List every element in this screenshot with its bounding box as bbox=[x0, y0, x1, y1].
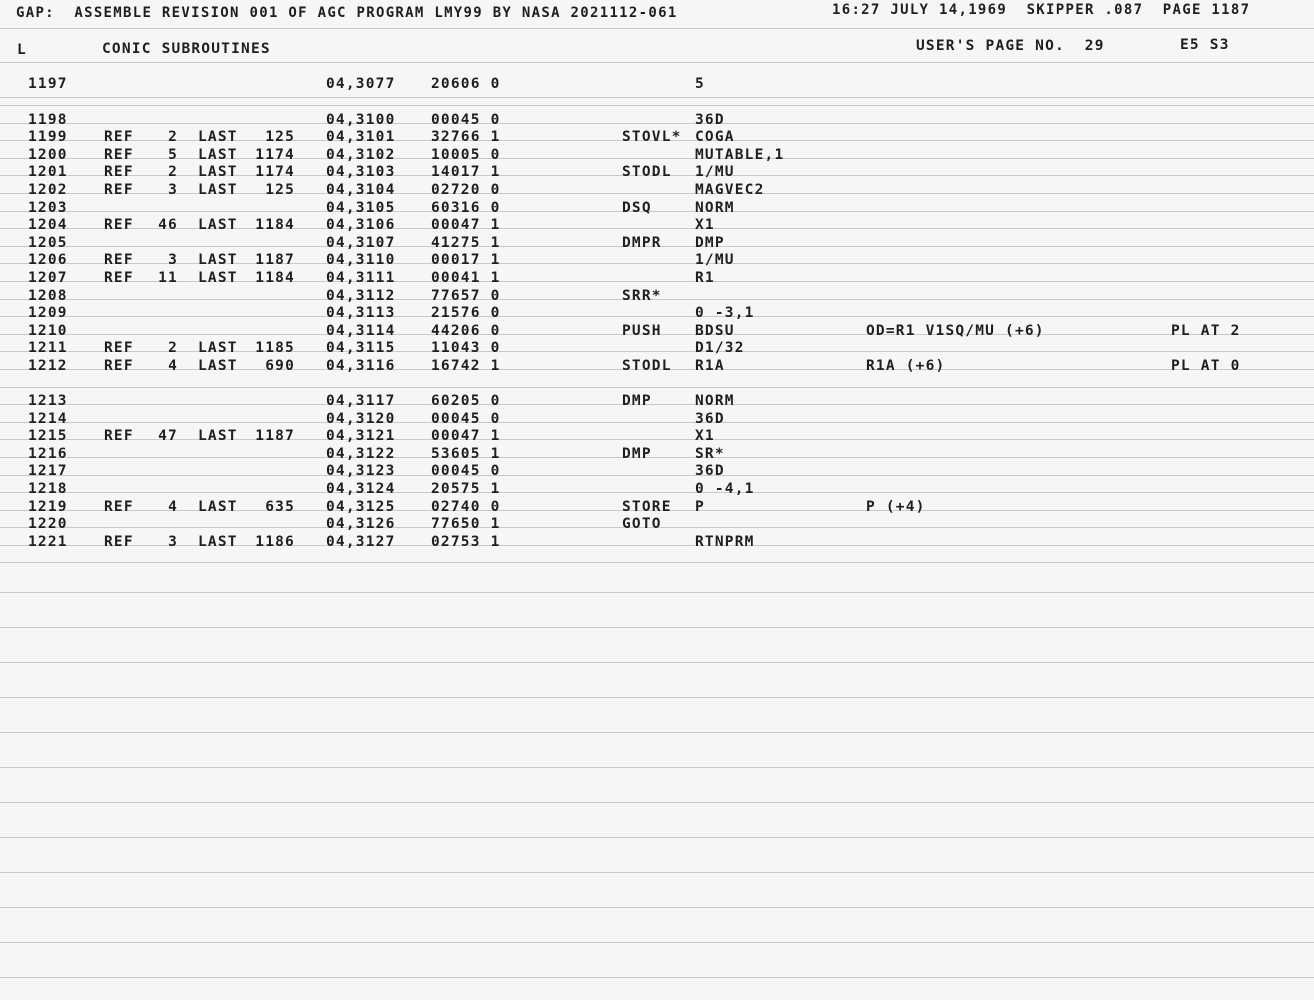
ref-label: REF bbox=[104, 252, 134, 268]
line-number: 1198 bbox=[28, 112, 68, 128]
line-number: 1197 bbox=[28, 76, 68, 92]
ruled-line bbox=[0, 97, 1314, 98]
ruled-line bbox=[0, 627, 1314, 628]
ref-count: 47 bbox=[158, 428, 178, 444]
ref-label: REF bbox=[104, 358, 134, 374]
octal-word: 02720 0 bbox=[431, 182, 501, 198]
section-title: CONIC SUBROUTINES bbox=[102, 41, 271, 57]
line-number: 1200 bbox=[28, 147, 68, 163]
operand: 5 bbox=[695, 76, 705, 92]
ruled-line bbox=[0, 62, 1314, 63]
address: 04,3102 bbox=[326, 147, 396, 163]
opcode: DSQ bbox=[622, 200, 652, 216]
line-number: 1208 bbox=[28, 288, 68, 304]
opcode: DMP bbox=[622, 393, 652, 409]
operand: SR* bbox=[695, 446, 725, 462]
ref-count: 46 bbox=[158, 217, 178, 233]
ref-label: REF bbox=[104, 182, 134, 198]
ref-count: 4 bbox=[168, 358, 178, 374]
ref-label: REF bbox=[104, 428, 134, 444]
operand: 1/MU bbox=[695, 252, 735, 268]
line-number: 1210 bbox=[28, 323, 68, 339]
address: 04,3077 bbox=[326, 76, 396, 92]
ref-label: REF bbox=[104, 164, 134, 180]
operand: 36D bbox=[695, 411, 725, 427]
ruled-line bbox=[0, 697, 1314, 698]
octal-word: 41275 1 bbox=[431, 235, 501, 251]
ruled-line bbox=[0, 475, 1314, 476]
last-label: LAST bbox=[198, 182, 238, 198]
octal-word: 10005 0 bbox=[431, 147, 501, 163]
line-number: 1214 bbox=[28, 411, 68, 427]
ruled-line bbox=[0, 123, 1314, 124]
address: 04,3111 bbox=[326, 270, 396, 286]
last-line: 635 bbox=[265, 499, 295, 515]
opcode: DMP bbox=[622, 446, 652, 462]
ref-label: REF bbox=[104, 129, 134, 145]
ruled-line bbox=[0, 404, 1314, 405]
address: 04,3120 bbox=[326, 411, 396, 427]
opcode: PUSH bbox=[622, 323, 662, 339]
operand: R1A bbox=[695, 358, 725, 374]
ruled-line bbox=[0, 316, 1314, 317]
operand: RTNPRM bbox=[695, 534, 755, 550]
line-number: 1199 bbox=[28, 129, 68, 145]
address: 04,3126 bbox=[326, 516, 396, 532]
last-line: 125 bbox=[265, 182, 295, 198]
octal-word: 00047 1 bbox=[431, 217, 501, 233]
operand: MUTABLE,1 bbox=[695, 147, 785, 163]
ruled-line bbox=[0, 492, 1314, 493]
ruled-line bbox=[0, 907, 1314, 908]
octal-word: 14017 1 bbox=[431, 164, 501, 180]
last-line: 1174 bbox=[255, 164, 295, 180]
last-label: LAST bbox=[198, 147, 238, 163]
log-type: L bbox=[17, 42, 27, 58]
last-label: LAST bbox=[198, 252, 238, 268]
octal-word: 00017 1 bbox=[431, 252, 501, 268]
address: 04,3122 bbox=[326, 446, 396, 462]
last-label: LAST bbox=[198, 358, 238, 374]
address: 04,3107 bbox=[326, 235, 396, 251]
last-label: LAST bbox=[198, 270, 238, 286]
operand: 1/MU bbox=[695, 164, 735, 180]
ruled-line bbox=[0, 732, 1314, 733]
ruled-line bbox=[0, 977, 1314, 978]
operand: NORM bbox=[695, 393, 735, 409]
octal-word: 11043 0 bbox=[431, 340, 501, 356]
ruled-line bbox=[0, 105, 1314, 106]
ruled-line bbox=[0, 872, 1314, 873]
opcode: GOTO bbox=[622, 516, 662, 532]
address: 04,3125 bbox=[326, 499, 396, 515]
last-line: 1185 bbox=[255, 340, 295, 356]
ruled-line bbox=[0, 387, 1314, 388]
address: 04,3101 bbox=[326, 129, 396, 145]
last-line: 1184 bbox=[255, 270, 295, 286]
last-label: LAST bbox=[198, 340, 238, 356]
octal-word: 00045 0 bbox=[431, 411, 501, 427]
bank-label: E5 S3 bbox=[1180, 37, 1230, 53]
line-number: 1203 bbox=[28, 200, 68, 216]
octal-word: 20606 0 bbox=[431, 76, 501, 92]
operand: P bbox=[695, 499, 705, 515]
octal-word: 77657 0 bbox=[431, 288, 501, 304]
ruled-line bbox=[0, 837, 1314, 838]
ruled-line bbox=[0, 422, 1314, 423]
last-label: LAST bbox=[198, 499, 238, 515]
operand: COGA bbox=[695, 129, 735, 145]
octal-word: 60205 0 bbox=[431, 393, 501, 409]
last-line: 1187 bbox=[255, 428, 295, 444]
last-line: 1174 bbox=[255, 147, 295, 163]
address: 04,3127 bbox=[326, 534, 396, 550]
line-number: 1206 bbox=[28, 252, 68, 268]
opcode: STODL bbox=[622, 164, 672, 180]
listing-timestamp-page: 16:27 JULY 14,1969 SKIPPER .087 PAGE 1187 bbox=[832, 2, 1251, 18]
ref-count: 2 bbox=[168, 129, 178, 145]
octal-word: 53605 1 bbox=[431, 446, 501, 462]
line-number: 1215 bbox=[28, 428, 68, 444]
line-number: 1211 bbox=[28, 340, 68, 356]
address: 04,3103 bbox=[326, 164, 396, 180]
line-number: 1219 bbox=[28, 499, 68, 515]
ref-label: REF bbox=[104, 534, 134, 550]
operand: BDSU bbox=[695, 323, 735, 339]
address: 04,3124 bbox=[326, 481, 396, 497]
address: 04,3110 bbox=[326, 252, 396, 268]
line-number: 1207 bbox=[28, 270, 68, 286]
ref-label: REF bbox=[104, 147, 134, 163]
octal-word: 00047 1 bbox=[431, 428, 501, 444]
last-line: 1187 bbox=[255, 252, 295, 268]
operand: X1 bbox=[695, 428, 715, 444]
ref-count: 2 bbox=[168, 340, 178, 356]
line-number: 1209 bbox=[28, 305, 68, 321]
operand: MAGVEC2 bbox=[695, 182, 765, 198]
address: 04,3117 bbox=[326, 393, 396, 409]
line-number: 1213 bbox=[28, 393, 68, 409]
line-number: 1216 bbox=[28, 446, 68, 462]
ruled-line bbox=[0, 767, 1314, 768]
octal-word: 77650 1 bbox=[431, 516, 501, 532]
line-number: 1220 bbox=[28, 516, 68, 532]
operand: 36D bbox=[695, 112, 725, 128]
line-number: 1221 bbox=[28, 534, 68, 550]
address: 04,3123 bbox=[326, 463, 396, 479]
ref-count: 4 bbox=[168, 499, 178, 515]
address: 04,3105 bbox=[326, 200, 396, 216]
comment: OD=R1 V1SQ/MU (+6) bbox=[866, 323, 1045, 339]
last-line: 1186 bbox=[255, 534, 295, 550]
octal-word: 00045 0 bbox=[431, 112, 501, 128]
line-number: 1201 bbox=[28, 164, 68, 180]
operand: R1 bbox=[695, 270, 715, 286]
ref-count: 3 bbox=[168, 182, 178, 198]
address: 04,3106 bbox=[326, 217, 396, 233]
octal-word: 00045 0 bbox=[431, 463, 501, 479]
line-number: 1205 bbox=[28, 235, 68, 251]
opcode: STORE bbox=[622, 499, 672, 515]
last-label: LAST bbox=[198, 129, 238, 145]
opcode: STOVL* bbox=[622, 129, 682, 145]
octal-word: 60316 0 bbox=[431, 200, 501, 216]
opcode: SRR* bbox=[622, 288, 662, 304]
operand: DMP bbox=[695, 235, 725, 251]
ruled-line bbox=[0, 662, 1314, 663]
line-number: 1218 bbox=[28, 481, 68, 497]
last-line: 690 bbox=[265, 358, 295, 374]
octal-word: 44206 0 bbox=[431, 323, 501, 339]
address: 04,3114 bbox=[326, 323, 396, 339]
address: 04,3113 bbox=[326, 305, 396, 321]
octal-word: 00041 1 bbox=[431, 270, 501, 286]
ruled-line bbox=[0, 457, 1314, 458]
last-label: LAST bbox=[198, 217, 238, 233]
last-line: 1184 bbox=[255, 217, 295, 233]
octal-word: 02753 1 bbox=[431, 534, 501, 550]
comment: P (+4) bbox=[866, 499, 926, 515]
ruled-line bbox=[0, 942, 1314, 943]
ref-count: 2 bbox=[168, 164, 178, 180]
operand: X1 bbox=[695, 217, 715, 233]
operand: D1/32 bbox=[695, 340, 745, 356]
address: 04,3115 bbox=[326, 340, 396, 356]
address: 04,3112 bbox=[326, 288, 396, 304]
ref-label: REF bbox=[104, 340, 134, 356]
octal-word: 16742 1 bbox=[431, 358, 501, 374]
user-page-number: USER'S PAGE NO. 29 bbox=[916, 38, 1105, 54]
ruled-line bbox=[0, 211, 1314, 212]
ruled-line bbox=[0, 562, 1314, 563]
operand: 0 -4,1 bbox=[695, 481, 755, 497]
octal-word: 20575 1 bbox=[431, 481, 501, 497]
last-label: LAST bbox=[198, 428, 238, 444]
ref-label: REF bbox=[104, 270, 134, 286]
operand: 36D bbox=[695, 463, 725, 479]
ref-count: 5 bbox=[168, 147, 178, 163]
last-line: 125 bbox=[265, 129, 295, 145]
octal-word: 21576 0 bbox=[431, 305, 501, 321]
ref-count: 11 bbox=[158, 270, 178, 286]
octal-word: 32766 1 bbox=[431, 129, 501, 145]
ruled-line bbox=[0, 28, 1314, 29]
ref-label: REF bbox=[104, 217, 134, 233]
opcode: DMPR bbox=[622, 235, 662, 251]
last-label: LAST bbox=[198, 164, 238, 180]
address: 04,3100 bbox=[326, 112, 396, 128]
line-number: 1202 bbox=[28, 182, 68, 198]
listing-header: GAP: ASSEMBLE REVISION 001 OF AGC PROGRAM LMY99 BY NASA 2021112-061 bbox=[16, 5, 678, 21]
line-number: 1217 bbox=[28, 463, 68, 479]
pushlist-note: PL AT 0 bbox=[1171, 358, 1241, 374]
address: 04,3116 bbox=[326, 358, 396, 374]
opcode: STODL bbox=[622, 358, 672, 374]
ruled-line bbox=[0, 592, 1314, 593]
last-label: LAST bbox=[198, 534, 238, 550]
line-number: 1204 bbox=[28, 217, 68, 233]
operand: NORM bbox=[695, 200, 735, 216]
pushlist-note: PL AT 2 bbox=[1171, 323, 1241, 339]
address: 04,3121 bbox=[326, 428, 396, 444]
ref-count: 3 bbox=[168, 252, 178, 268]
address: 04,3104 bbox=[326, 182, 396, 198]
ref-count: 3 bbox=[168, 534, 178, 550]
ref-label: REF bbox=[104, 499, 134, 515]
line-number: 1212 bbox=[28, 358, 68, 374]
operand: 0 -3,1 bbox=[695, 305, 755, 321]
ruled-line bbox=[0, 802, 1314, 803]
octal-word: 02740 0 bbox=[431, 499, 501, 515]
comment: R1A (+6) bbox=[866, 358, 946, 374]
